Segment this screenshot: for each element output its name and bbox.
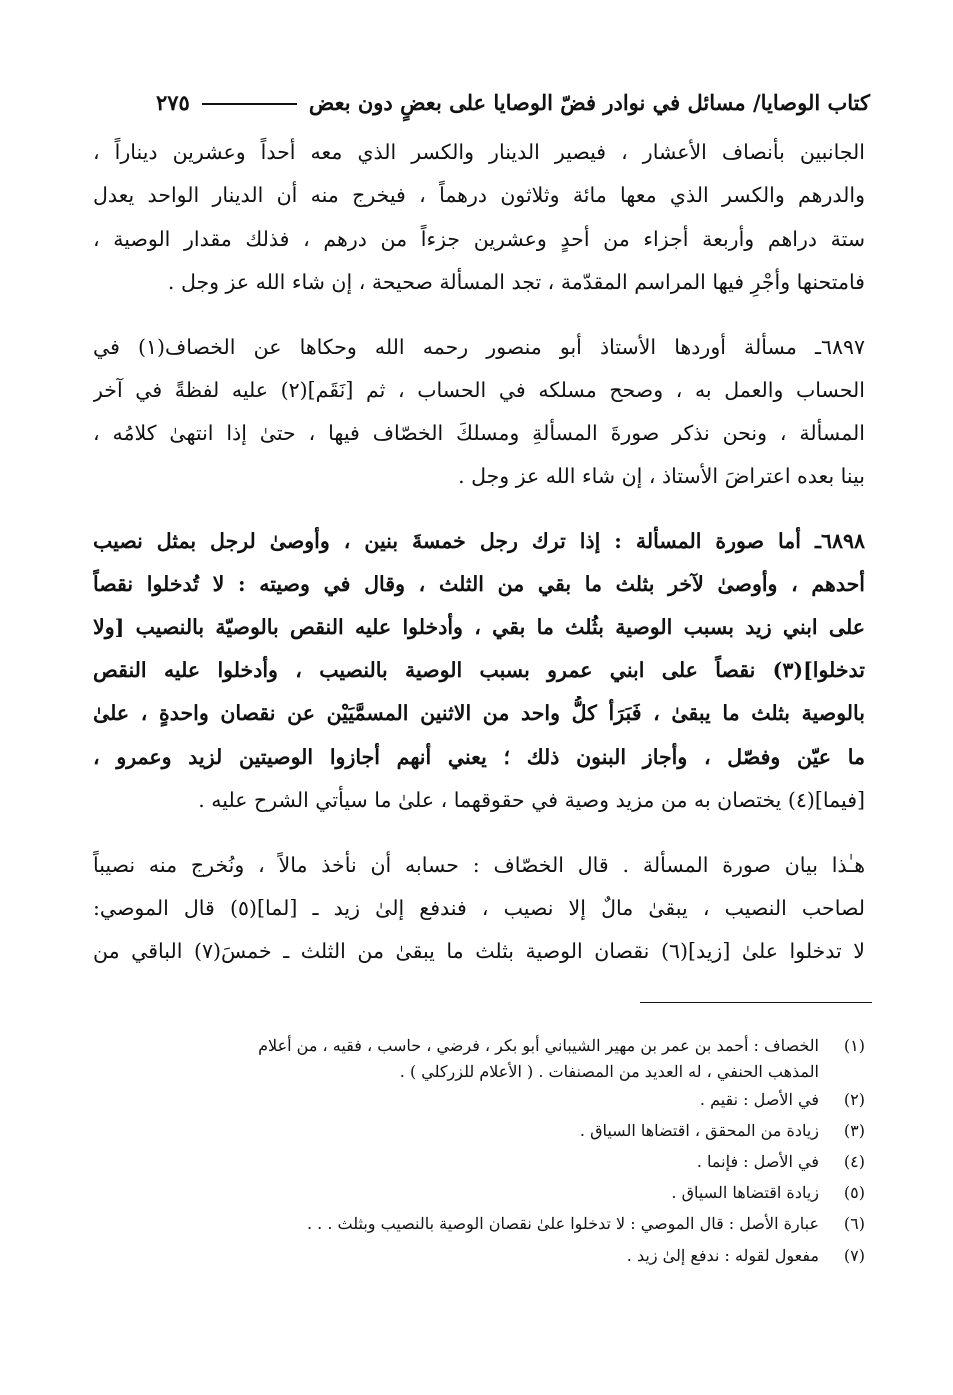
body-line: ستة دراهم وأربعة أجزاء من أحدٍ وعشرين جزءاً من درهم ، فذلك مقدار الوصية ،: [93, 227, 865, 251]
body-line: [فيما](٤) يختصان به من مزيد وصية في حقوقهما ، علىٰ ما سيأتي الشرح عليه .: [198, 788, 865, 812]
footnote: [90, 1149, 865, 1175]
body-line: على ابني زيد بسبب الوصية بثُلث ما بقي ، وأدخلوا عليه النقص بالوصيّة بالنصيب [ولا: [93, 615, 865, 639]
body-line: الجانبين بأنصاف الأعشار ، فيصير الدينار والكسر الذي معه أحداً وعشرين ديناراً ،: [93, 140, 865, 164]
body-line: والدرهم والكسر الذي معها مائة وثلاثون درهماً ، فيخرج منه أن الدينار الواحد يعدل: [93, 183, 865, 207]
footnote: [90, 1087, 865, 1113]
header-rule: [202, 103, 297, 105]
footnote-text: مفعول لقوله : ندفع إلىٰ زيد .: [626, 1246, 819, 1265]
footnote-text: في الأصل : نقيم .: [699, 1090, 819, 1109]
footnote-number: (٢): [843, 1090, 865, 1109]
body-line: فامتحنها وأجْرِ فيها المراسم المقدّمة ، تجد المسألة صحيحة ، إن شاء الله عز وجل .: [167, 270, 865, 294]
body-line: ما عيّن وفصّل ، وأجاز البنون ذلك ؛ يعني أنهم أجازوا الوصيتين لزيد وعمرو ،: [93, 745, 865, 769]
footnote-number: (٥): [843, 1183, 865, 1202]
footnote-separator: [640, 1002, 872, 1003]
running-header: [100, 82, 870, 122]
footnote-number: (٤): [843, 1152, 865, 1171]
footnote: [90, 1033, 865, 1059]
body-line: بينا بعده اعتراضَ الأستاذ ، إن شاء الله عز وجل .: [458, 464, 865, 488]
body-line: الحساب والعمل به ، وصحح مسلكه في الحساب ، ثم [نَقَم](٢) عليه لفظةً في آخر: [93, 378, 865, 402]
footnote-number: (١): [843, 1036, 865, 1055]
footnote: [90, 1243, 865, 1269]
body-line: لا تدخلوا علىٰ [زيد](٦) نقصان الوصية بثلث ما يبقىٰ من الثلث ـ خمسَ(٧) الباقي من: [93, 939, 865, 963]
body-line: هـٰذا بيان صورة المسألة . قال الخصّاف : حسابه أن نأخذ مالاً ، ونُخرج منه نصيباً: [93, 853, 865, 877]
body-line: بالوصية بثلث ما يبقىٰ ، فَبَرَأ كلُّ واحد من الاثنين المسمَّيَيْن عن نقصان واحدةٍ ، علىٰ: [93, 701, 865, 725]
page-number: ٢٧٥: [156, 89, 190, 115]
footnote-number: (٦): [843, 1214, 865, 1233]
body-line: المسألة ، ونحن نذكر صورةَ المسألةِ ومسلكَ الخصّاف فيها ، حتىٰ إذا انتهىٰ كلامُه ،: [93, 421, 865, 445]
footnote: [90, 1118, 865, 1144]
footnote-text: عبارة الأصل : قال الموصي : لا تدخلوا علىٰ نقصان الوصية بالنصيب وبثلث . . .: [306, 1214, 819, 1233]
footnote-text: في الأصل : فإنما .: [696, 1152, 819, 1171]
body-line: تدخلوا](٣) نقصاً على ابني عمرو بسبب الوصية بالنصيب ، وأدخلوا عليه النقص: [93, 658, 865, 682]
body-line: لصاحب النصيب ، يبقىٰ مالٌ إلا نصيب ، فندفع إلىٰ زيد ـ [لما](٥) قال الموصي:: [93, 896, 865, 920]
body-line: ٦٨٩٧ـ مسألة أوردها الأستاذ أبو منصور رحمه الله وحكاها عن الخصاف(١) في: [93, 335, 865, 359]
footnote-text: زيادة اقتضاها السياق .: [671, 1183, 819, 1202]
footnote-continuation: المذهب الحنفي ، له العديد من المصنفات . ( الأعلام للزركلي ) .: [399, 1062, 819, 1081]
header-title: كتاب الوصايا/ مسائل في نوادر فضّ الوصايا على بعضٍ دون بعض: [308, 89, 870, 115]
footnote: [90, 1180, 865, 1206]
body-line: ٦٨٩٨ـ أما صورة المسألة : إذا ترك رجل خمسةَ بنين ، وأوصىٰ لرجل بمثل نصيب: [93, 529, 865, 553]
body-line: أحدهم ، وأوصىٰ لآخر بثلث ما بقي من الثلث ، وقال في وصيته : لا تُدخلوا نقصاً: [93, 572, 865, 596]
footnote-text: الخصاف : أحمد بن عمر بن مهير الشيباني أبو بكر ، فرضي ، حاسب ، فقيه ، من أعلام: [258, 1036, 819, 1055]
footnote: [90, 1211, 865, 1237]
footnote-text: زيادة من المحقق ، اقتضاها السياق .: [579, 1121, 819, 1140]
footnote-number: (٣): [843, 1121, 865, 1140]
footnote-number: (٧): [843, 1246, 865, 1265]
